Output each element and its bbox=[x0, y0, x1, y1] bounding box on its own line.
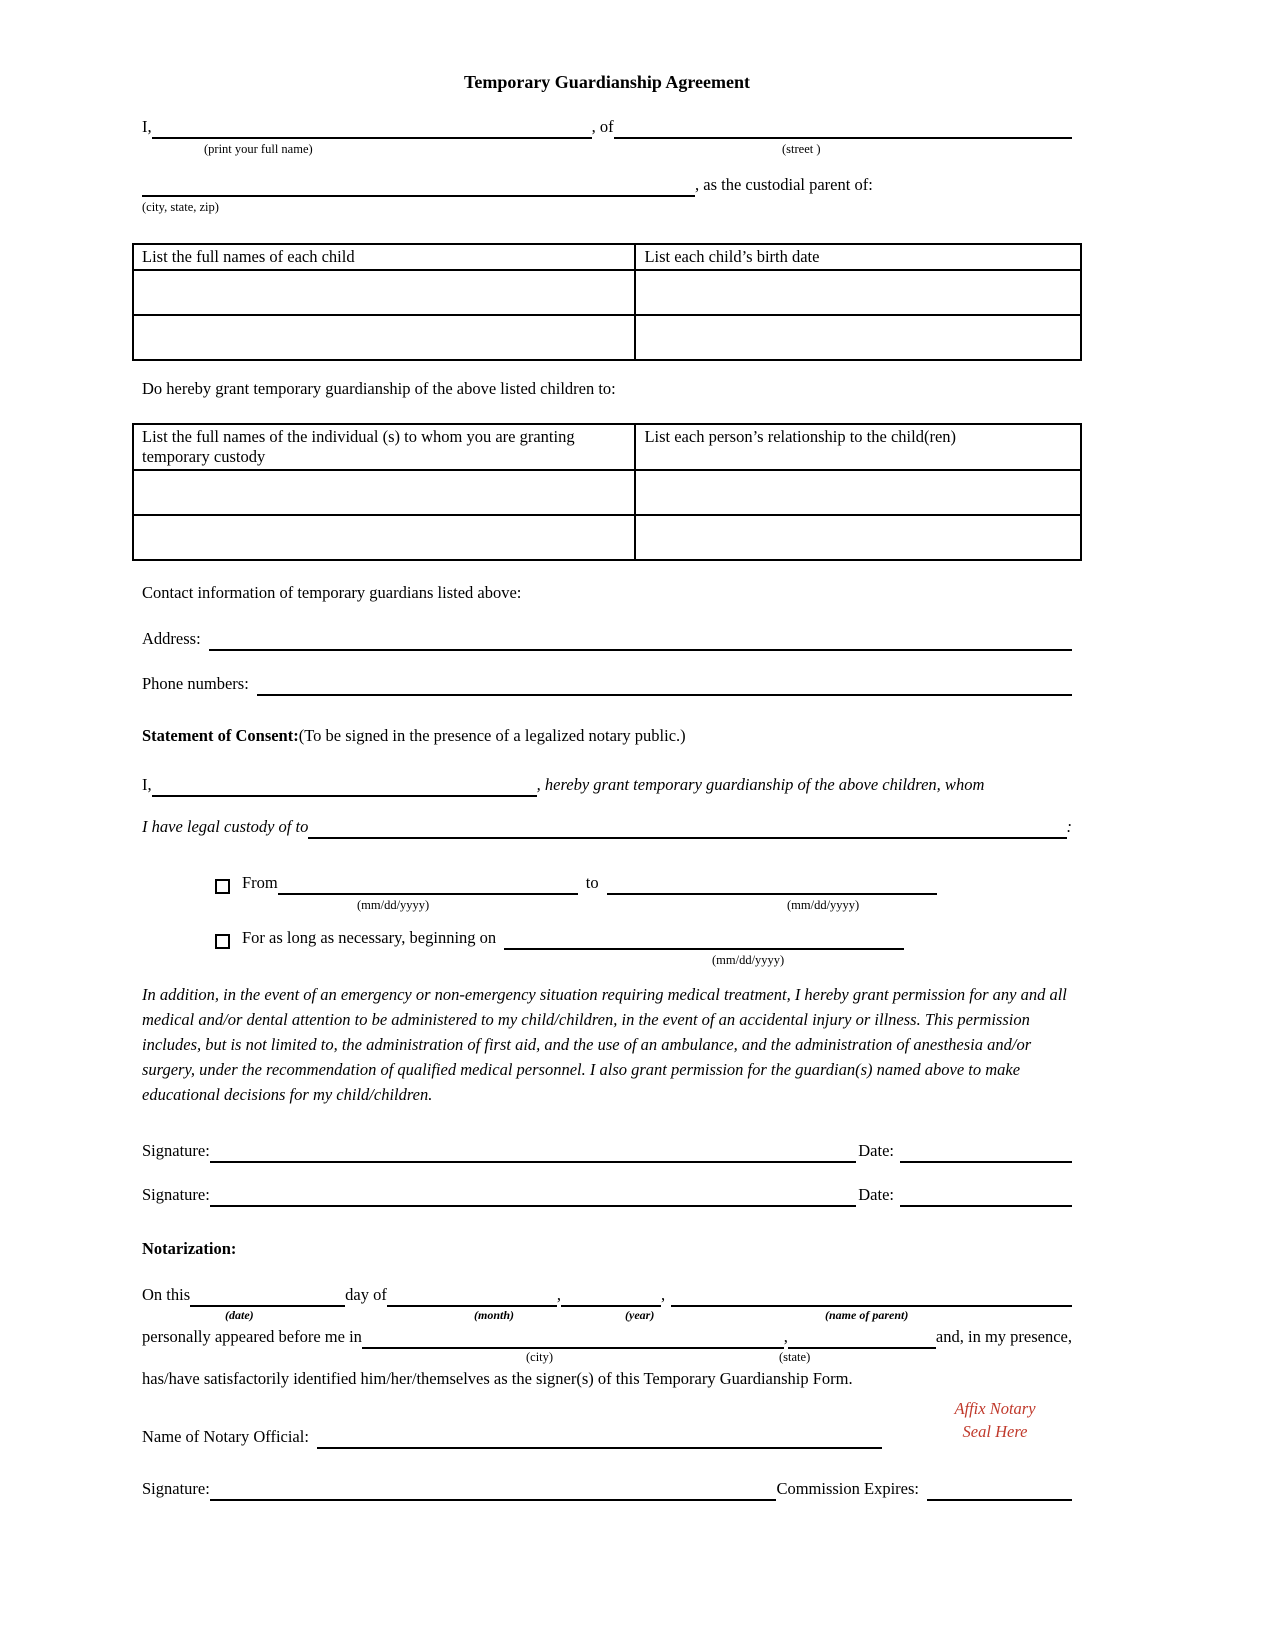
full-name-blank[interactable] bbox=[152, 117, 592, 139]
parent-name-hint: (name of parent) bbox=[825, 1308, 909, 1322]
guardians-table bbox=[132, 423, 1082, 561]
date-blank[interactable] bbox=[900, 1141, 1072, 1163]
commission-expires-blank[interactable] bbox=[927, 1479, 1072, 1501]
comma: , bbox=[660, 1285, 666, 1304]
custody-guardian-blank[interactable] bbox=[308, 817, 1066, 839]
city-state-zip-hint: (city, state, zip) bbox=[142, 200, 219, 214]
medical-consent-paragraph: In addition, in the event of an emergency or non-emergency situation requiring medical treatment, I hereby grant permission for any and all medical and/or dental attention to be administered to my child/children, in the event of an accidental injury or illness. This permission includes, but is not limited to, the administration of first aid, and the use of an ambulance, and the administration of anesthesia and/or surgery, under the recommendation of qualified medical personnel. I also grant permission for the guardian(s) named above to make educational decisions for my child/children. bbox=[142, 985, 1067, 1104]
notary-name-blank[interactable] bbox=[317, 1427, 882, 1449]
guardians-table-cell[interactable] bbox=[635, 515, 1081, 560]
consent-heading-detail: (To be signed in the presence of a legalized notary public.) bbox=[298, 726, 686, 745]
contact-heading: Contact information of temporary guardians listed above: bbox=[142, 583, 522, 602]
notary-seal-note bbox=[930, 1397, 1060, 1443]
i-label: I, bbox=[142, 117, 152, 136]
date-label: Date: bbox=[858, 1141, 894, 1160]
parent-name-blank[interactable] bbox=[671, 1285, 1072, 1307]
date-label: Date: bbox=[858, 1185, 894, 1204]
day-of-label: day of bbox=[345, 1285, 387, 1304]
address-label: Address: bbox=[142, 629, 201, 648]
from-date-blank[interactable] bbox=[278, 873, 578, 895]
signature-label: Signature: bbox=[142, 1185, 210, 1204]
children-table-cell[interactable] bbox=[635, 315, 1081, 360]
comma: , bbox=[783, 1327, 788, 1346]
street-blank[interactable] bbox=[614, 117, 1072, 139]
on-this-label: On this bbox=[142, 1285, 191, 1304]
date-blank[interactable] bbox=[900, 1185, 1072, 1207]
notary-date-blank[interactable] bbox=[190, 1285, 345, 1307]
notary-name-label: Name of Notary Official: bbox=[142, 1427, 309, 1446]
consent-name-blank[interactable] bbox=[152, 775, 537, 797]
month-hint: (month) bbox=[474, 1308, 515, 1322]
phone-label: Phone numbers: bbox=[142, 674, 249, 693]
guardians-table-cell[interactable] bbox=[635, 470, 1081, 515]
city-state-zip-blank[interactable] bbox=[142, 175, 695, 197]
to-label: to bbox=[585, 873, 599, 892]
to-date-blank[interactable] bbox=[607, 873, 937, 895]
grant-statement: Do hereby grant temporary guardianship of the above listed children to: bbox=[142, 379, 616, 398]
commission-label: Commission Expires: bbox=[776, 1479, 919, 1498]
custody-colon: : bbox=[1066, 817, 1072, 836]
custody-text: I have legal custody of to bbox=[142, 817, 309, 836]
address-blank[interactable] bbox=[209, 629, 1072, 651]
phone-blank[interactable] bbox=[257, 674, 1072, 696]
appeared-text: personally appeared before me in bbox=[142, 1327, 362, 1346]
from-label: From bbox=[242, 873, 278, 892]
custodial-text: , as the custodial parent of: bbox=[695, 175, 873, 194]
date-format-hint: (mm/dd/yyyy) bbox=[357, 898, 430, 912]
signature-blank[interactable] bbox=[210, 1141, 856, 1163]
presence-text: and, in my presence, bbox=[935, 1327, 1072, 1346]
city-blank[interactable] bbox=[362, 1327, 784, 1349]
duration-checkbox[interactable] bbox=[215, 934, 230, 949]
comma: , bbox=[556, 1285, 561, 1304]
seal-note-line1: Affix Notary bbox=[954, 1399, 1036, 1418]
page-title: Temporary Guardianship Agreement bbox=[463, 72, 750, 92]
guardians-relationship-header: List each person’s relationship to the child(ren) bbox=[635, 424, 1081, 470]
guardians-table-cell[interactable] bbox=[133, 470, 635, 515]
children-table-cell[interactable] bbox=[133, 270, 635, 315]
children-table-cell[interactable] bbox=[133, 315, 635, 360]
notary-signature-blank[interactable] bbox=[210, 1479, 777, 1501]
duration-date-blank[interactable] bbox=[504, 928, 904, 950]
street-hint: (street ) bbox=[782, 142, 821, 156]
date-format-hint: (mm/dd/yyyy) bbox=[787, 898, 860, 912]
seal-note-line2: Seal Here bbox=[962, 1422, 1028, 1441]
of-label: , of bbox=[591, 117, 614, 136]
signature-label: Signature: bbox=[142, 1479, 210, 1498]
identified-statement: has/have satisfactorily identified him/her/themselves as the signer(s) of this Temporary Guardianship Form. bbox=[142, 1369, 853, 1388]
signature-label: Signature: bbox=[142, 1141, 210, 1160]
notary-month-blank[interactable] bbox=[387, 1285, 557, 1307]
consent-i-label: I, bbox=[142, 775, 152, 794]
children-dob-header: List each child’s birth date bbox=[635, 244, 1081, 270]
children-name-header: List the full names of each child bbox=[133, 244, 635, 270]
duration-label: For as long as necessary, beginning on bbox=[242, 928, 497, 947]
from-checkbox[interactable] bbox=[215, 879, 230, 894]
consent-grant-text: , hereby grant temporary guardianship of the above children, whom bbox=[536, 775, 985, 794]
year-hint: (year) bbox=[625, 1308, 655, 1322]
guardians-table-cell[interactable] bbox=[133, 515, 635, 560]
city-hint: (city) bbox=[526, 1350, 554, 1364]
guardians-name-header: List the full names of the individual (s) to whom you are granting temporary custody bbox=[133, 424, 635, 470]
children-table-cell[interactable] bbox=[635, 270, 1081, 315]
print-name-hint: (print your full name) bbox=[204, 142, 313, 156]
notary-year-blank[interactable] bbox=[561, 1285, 661, 1307]
notarization-heading: Notarization: bbox=[142, 1239, 237, 1258]
signature-blank[interactable] bbox=[210, 1185, 856, 1207]
state-hint: (state) bbox=[779, 1350, 811, 1364]
date-hint: (date) bbox=[225, 1308, 254, 1322]
date-format-hint: (mm/dd/yyyy) bbox=[712, 953, 785, 967]
consent-heading: Statement of Consent: bbox=[142, 726, 299, 745]
state-blank[interactable] bbox=[788, 1327, 936, 1349]
children-table bbox=[132, 243, 1082, 361]
